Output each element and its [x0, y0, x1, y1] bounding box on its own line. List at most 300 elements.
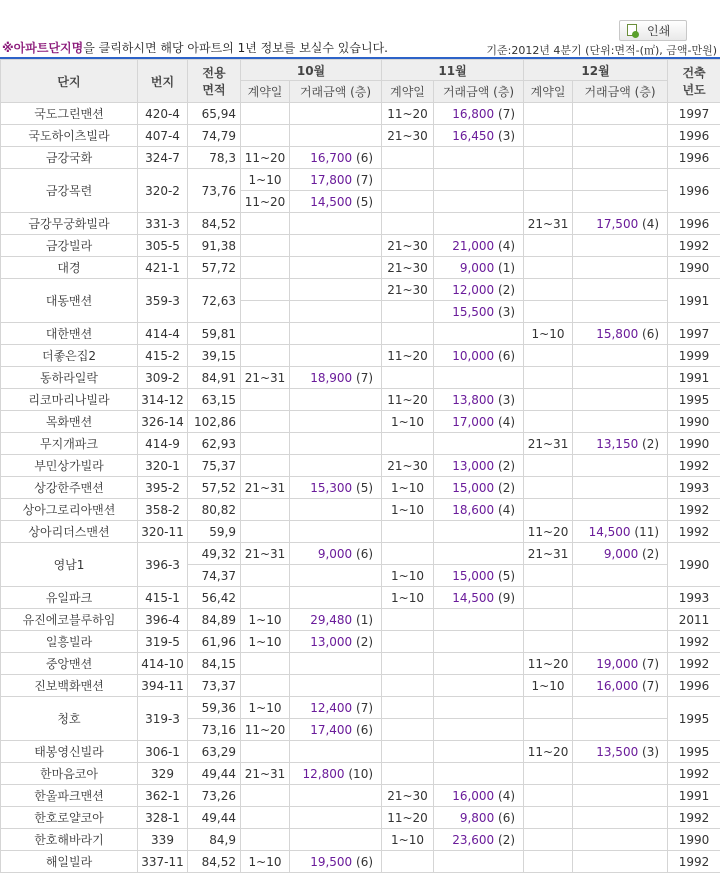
price-value: 15,000: [452, 480, 495, 495]
area-value: 84,89: [188, 609, 241, 631]
price-value: 18,600: [452, 502, 495, 517]
area-value: 59,36: [188, 697, 241, 719]
contract-day-cell: 1~10: [382, 829, 434, 851]
floor-value: (5): [498, 568, 516, 583]
price-value: 21,000: [452, 238, 495, 253]
lot-number: 359-3: [138, 279, 188, 323]
contract-day-cell: [241, 455, 290, 477]
lot-number: 415-2: [138, 345, 188, 367]
price-value: 29,480: [310, 612, 353, 627]
trade-amount-cell: [434, 279, 524, 301]
complex-name-link[interactable]: 상아리더스맨션: [1, 521, 138, 543]
table-row: [1, 587, 720, 609]
trade-amount-cell: [573, 741, 668, 763]
area-value: 91,38: [188, 235, 241, 257]
price-value: 9,000: [317, 546, 353, 561]
contract-day-cell: 21~31: [241, 477, 290, 499]
contract-day-cell: 11~20: [241, 191, 290, 213]
trade-amount-cell: [573, 675, 668, 697]
lot-number: 362-1: [138, 785, 188, 807]
floor-value: (7): [642, 656, 660, 671]
contract-day-cell: [241, 521, 290, 543]
price-value: 16,700: [310, 150, 353, 165]
trade-amount-cell: [434, 631, 524, 653]
area-value: 74,37: [188, 565, 241, 587]
area-value: 63,29: [188, 741, 241, 763]
trade-amount-cell: [290, 323, 382, 345]
trade-amount-cell: [290, 213, 382, 235]
trade-amount-cell: [290, 389, 382, 411]
contract-day-cell: [241, 675, 290, 697]
trade-amount-cell: [290, 235, 382, 257]
contract-day-cell: [382, 697, 434, 719]
contract-day-cell: 11~20: [524, 741, 573, 763]
lot-number: 394-11: [138, 675, 188, 697]
trade-amount-cell: [290, 829, 382, 851]
floor-value: (3): [642, 744, 660, 759]
trade-amount-cell: [434, 807, 524, 829]
trade-amount-cell: [290, 631, 382, 653]
build-year: 1991: [668, 785, 720, 807]
trade-amount-cell: [434, 851, 524, 873]
contract-day-cell: [382, 675, 434, 697]
table-row: [1, 653, 720, 675]
floor-value: (7): [498, 106, 516, 121]
complex-name-link[interactable]: 대경: [1, 257, 138, 279]
contract-day-cell: [524, 147, 573, 169]
build-year: 1992: [668, 455, 720, 477]
lot-number: 414-10: [138, 653, 188, 675]
trade-amount-cell: [290, 257, 382, 279]
trade-amount-cell: [434, 103, 524, 125]
contract-day-cell: [524, 301, 573, 323]
contract-day-cell: [382, 653, 434, 675]
contract-day-cell: 21~30: [382, 257, 434, 279]
price-value: 15,500: [452, 304, 495, 319]
complex-name-link[interactable]: 대한맨션: [1, 323, 138, 345]
trade-amount-cell: [573, 851, 668, 873]
table-row: [1, 147, 720, 169]
contract-day-cell: 21~30: [382, 235, 434, 257]
price-value: 12,800: [302, 766, 345, 781]
area-value: 72,63: [188, 279, 241, 323]
complex-name-link[interactable]: 부민상가빌라: [1, 455, 138, 477]
header-build-year: 건축 년도: [668, 60, 720, 103]
contract-day-cell: 21~31: [241, 763, 290, 785]
trade-amount-cell: [573, 191, 668, 213]
trade-amount-cell: [290, 719, 382, 741]
floor-value: (4): [498, 414, 516, 429]
contract-day-cell: [524, 719, 573, 741]
floor-value: (6): [356, 722, 374, 737]
floor-value: (3): [498, 392, 516, 407]
build-year: 1990: [668, 433, 720, 455]
table-row: [1, 213, 720, 235]
contract-day-cell: 1~10: [382, 411, 434, 433]
build-year: 1990: [668, 543, 720, 587]
lot-number: 331-3: [138, 213, 188, 235]
price-value: 16,000: [596, 678, 639, 693]
contract-day-cell: [524, 565, 573, 587]
table-row: [1, 367, 720, 389]
trade-amount-cell: [573, 521, 668, 543]
trade-amount-cell: [434, 609, 524, 631]
contract-day-cell: [382, 323, 434, 345]
floor-value: (6): [498, 348, 516, 363]
complex-name-link[interactable]: 유일파크: [1, 587, 138, 609]
trade-amount-cell: [290, 411, 382, 433]
contract-day-cell: [524, 103, 573, 125]
floor-value: (3): [498, 304, 516, 319]
trade-amount-cell: [434, 257, 524, 279]
table-row: [1, 455, 720, 477]
trade-amount-cell: [573, 411, 668, 433]
floor-value: (6): [356, 854, 374, 869]
trade-amount-cell: [573, 653, 668, 675]
floor-value: (7): [356, 172, 374, 187]
price-value: 13,000: [310, 634, 353, 649]
contract-day-cell: 21~30: [382, 455, 434, 477]
table-row: [1, 543, 720, 565]
build-year: 1997: [668, 103, 720, 125]
build-year: 1992: [668, 763, 720, 785]
contract-day-cell: 1~10: [524, 323, 573, 345]
contract-day-cell: 21~30: [382, 125, 434, 147]
contract-day-cell: 1~10: [241, 631, 290, 653]
contract-day-cell: 1~10: [241, 697, 290, 719]
contract-day-cell: [382, 763, 434, 785]
trade-amount-cell: [290, 279, 382, 301]
floor-value: (7): [642, 678, 660, 693]
lot-number: 305-5: [138, 235, 188, 257]
contract-day-cell: [382, 543, 434, 565]
contract-day-cell: 21~31: [524, 213, 573, 235]
apartment-trade-table: [0, 59, 720, 873]
header-contract-day: 계약일: [241, 81, 290, 103]
complex-name-link[interactable]: 무지개파크: [1, 433, 138, 455]
floor-value: (2): [642, 546, 660, 561]
trade-amount-cell: [290, 499, 382, 521]
table-row: [1, 499, 720, 521]
build-year: 1996: [668, 169, 720, 213]
price-value: 9,000: [603, 546, 639, 561]
floor-value: (9): [498, 590, 516, 605]
trade-amount-cell: [434, 455, 524, 477]
trade-amount-cell: [434, 147, 524, 169]
contract-day-cell: 1~10: [524, 675, 573, 697]
trade-amount-cell: [434, 653, 524, 675]
build-year: 1990: [668, 829, 720, 851]
table-row: [1, 389, 720, 411]
trade-amount-cell: [573, 235, 668, 257]
complex-name-link[interactable]: 한마음코아: [1, 763, 138, 785]
trade-amount-cell: [290, 125, 382, 147]
contract-day-cell: [382, 433, 434, 455]
price-value: 9,800: [459, 810, 495, 825]
trade-amount-cell: [573, 213, 668, 235]
contract-day-cell: [241, 741, 290, 763]
trade-amount-cell: [573, 763, 668, 785]
build-year: 1991: [668, 367, 720, 389]
table-row: [1, 125, 720, 147]
area-value: 74,79: [188, 125, 241, 147]
contract-day-cell: [241, 807, 290, 829]
build-year: 1992: [668, 235, 720, 257]
complex-name-link[interactable]: 한호해바라기: [1, 829, 138, 851]
complex-name-link[interactable]: 금강무궁화빌라: [1, 213, 138, 235]
contract-day-cell: [524, 411, 573, 433]
contract-day-cell: [241, 389, 290, 411]
complex-name-link[interactable]: 국도하이츠빌라: [1, 125, 138, 147]
complex-name-link[interactable]: 목화맨션: [1, 411, 138, 433]
trade-amount-cell: [434, 675, 524, 697]
floor-value: (6): [498, 810, 516, 825]
price-value: 18,900: [310, 370, 353, 385]
price-value: 14,500: [588, 524, 631, 539]
trade-amount-cell: [434, 587, 524, 609]
complex-name-link[interactable]: 금강국화: [1, 147, 138, 169]
build-year: 1996: [668, 125, 720, 147]
trade-amount-cell: [434, 521, 524, 543]
table-row: [1, 829, 720, 851]
complex-name-link[interactable]: 금강목련: [1, 169, 138, 213]
complex-name-link[interactable]: 청호: [1, 697, 138, 741]
price-value: 12,000: [452, 282, 495, 297]
area-value: 84,52: [188, 851, 241, 873]
trade-amount-cell: [573, 345, 668, 367]
trade-amount-cell: [290, 741, 382, 763]
price-value: 23,600: [452, 832, 495, 847]
floor-value: (2): [356, 634, 374, 649]
contract-day-cell: [524, 235, 573, 257]
table-row: [1, 675, 720, 697]
area-value: 75,37: [188, 455, 241, 477]
complex-name-link[interactable]: 해일빌라: [1, 851, 138, 873]
notice-text: [2, 39, 388, 56]
area-value: 39,15: [188, 345, 241, 367]
area-value: 84,52: [188, 213, 241, 235]
contract-day-cell: 1~10: [382, 477, 434, 499]
area-value: 49,32: [188, 543, 241, 565]
price-value: 15,300: [310, 480, 353, 495]
contract-day-cell: [382, 367, 434, 389]
price-value: 12,400: [310, 700, 353, 715]
contract-day-cell: [524, 697, 573, 719]
floor-value: (2): [498, 480, 516, 495]
trade-amount-cell: [434, 477, 524, 499]
table-row: [1, 323, 720, 345]
area-value: 84,15: [188, 653, 241, 675]
trade-amount-cell: [573, 631, 668, 653]
print-button[interactable]: [619, 20, 687, 41]
complex-name-link[interactable]: 대동맨션: [1, 279, 138, 323]
trade-amount-cell: [290, 609, 382, 631]
trade-amount-cell: [434, 389, 524, 411]
lot-number: 319-5: [138, 631, 188, 653]
trade-amount-cell: [573, 455, 668, 477]
trade-amount-cell: [290, 521, 382, 543]
trade-amount-cell: [573, 279, 668, 301]
trade-amount-cell: [290, 565, 382, 587]
price-value: 19,500: [310, 854, 353, 869]
trade-amount-cell: [434, 499, 524, 521]
trade-amount-cell: [573, 477, 668, 499]
build-year: 1992: [668, 499, 720, 521]
contract-day-cell: 21~31: [524, 433, 573, 455]
price-value: 16,450: [452, 128, 495, 143]
contract-day-cell: [241, 653, 290, 675]
contract-day-cell: [382, 741, 434, 763]
table-row: [1, 785, 720, 807]
trade-amount-cell: [290, 543, 382, 565]
lot-number: 396-3: [138, 543, 188, 587]
complex-name-link[interactable]: 상강한주맨션: [1, 477, 138, 499]
lot-number: 306-1: [138, 741, 188, 763]
table-row: [1, 103, 720, 125]
complex-name-link[interactable]: 동하라일락: [1, 367, 138, 389]
contract-day-cell: [382, 521, 434, 543]
contract-day-cell: [241, 323, 290, 345]
table-row: [1, 257, 720, 279]
lot-number: 328-1: [138, 807, 188, 829]
build-year: 1992: [668, 851, 720, 873]
build-year: 1996: [668, 147, 720, 169]
notice-body: 을 클릭하시면 해당 아파트의 1년 정보를 보실수 있습니다.: [83, 41, 388, 55]
complex-name-link[interactable]: 태봉영신빌라: [1, 741, 138, 763]
price-value: 13,500: [596, 744, 639, 759]
floor-value: (11): [634, 524, 660, 539]
contract-day-cell: [524, 191, 573, 213]
floor-value: (6): [356, 546, 374, 561]
complex-name-link[interactable]: 금강빌라: [1, 235, 138, 257]
trade-amount-cell: [573, 367, 668, 389]
table-row: [1, 807, 720, 829]
contract-day-cell: 11~20: [382, 807, 434, 829]
trade-amount-cell: [434, 367, 524, 389]
contract-day-cell: 11~20: [382, 389, 434, 411]
price-value: 13,800: [452, 392, 495, 407]
contract-day-cell: 11~20: [241, 719, 290, 741]
lot-number: 414-9: [138, 433, 188, 455]
floor-value: (4): [498, 788, 516, 803]
contract-day-cell: [524, 257, 573, 279]
build-year: 1996: [668, 213, 720, 235]
floor-value: (6): [356, 150, 374, 165]
build-year: 1993: [668, 587, 720, 609]
lot-number: 320-2: [138, 169, 188, 213]
table-row: [1, 631, 720, 653]
contract-day-cell: [524, 169, 573, 191]
contract-day-cell: [524, 785, 573, 807]
complex-name-link[interactable]: 한호로얄코아: [1, 807, 138, 829]
lot-number: 358-2: [138, 499, 188, 521]
build-year: 2011: [668, 609, 720, 631]
contract-day-cell: 11~20: [241, 147, 290, 169]
area-value: 62,93: [188, 433, 241, 455]
complex-name-link[interactable]: 한울파크맨션: [1, 785, 138, 807]
lot-number: 320-1: [138, 455, 188, 477]
contract-day-cell: [524, 851, 573, 873]
table-row: [1, 521, 720, 543]
contract-day-cell: [241, 213, 290, 235]
complex-name-link[interactable]: 일흥빌라: [1, 631, 138, 653]
header-month-oct: 10월: [241, 60, 382, 81]
complex-name-link[interactable]: 중앙맨션: [1, 653, 138, 675]
trade-amount-cell: [434, 433, 524, 455]
contract-day-cell: [382, 301, 434, 323]
trade-amount-cell: [434, 235, 524, 257]
trade-amount-cell: [434, 697, 524, 719]
complex-name-link[interactable]: 유진에코블루하임: [1, 609, 138, 631]
table-row: [1, 697, 720, 719]
build-year: 1990: [668, 257, 720, 279]
lot-number: 414-4: [138, 323, 188, 345]
contract-day-cell: [241, 785, 290, 807]
contract-day-cell: [241, 587, 290, 609]
price-value: 17,500: [596, 216, 639, 231]
header-complex: 단지: [1, 60, 138, 103]
area-value: 57,72: [188, 257, 241, 279]
complex-name-link[interactable]: 상아그로리아맨션: [1, 499, 138, 521]
contract-day-cell: [241, 103, 290, 125]
complex-name-link[interactable]: 국도그린맨션: [1, 103, 138, 125]
contract-day-cell: 1~10: [241, 169, 290, 191]
floor-value: (1): [498, 260, 516, 275]
area-value: 59,9: [188, 521, 241, 543]
lot-number: 314-12: [138, 389, 188, 411]
trade-amount-cell: [290, 191, 382, 213]
trade-amount-cell: [290, 851, 382, 873]
trade-amount-cell: [290, 147, 382, 169]
trade-amount-cell: [290, 477, 382, 499]
trade-amount-cell: [434, 125, 524, 147]
build-year: 1990: [668, 411, 720, 433]
trade-amount-cell: [290, 455, 382, 477]
contract-day-cell: [524, 829, 573, 851]
contract-day-cell: [524, 631, 573, 653]
price-value: 9,000: [459, 260, 495, 275]
trade-amount-cell: [434, 191, 524, 213]
area-value: 78,3: [188, 147, 241, 169]
contract-day-cell: [241, 257, 290, 279]
table-row: [1, 741, 720, 763]
complex-name-link[interactable]: 리코마리나빌라: [1, 389, 138, 411]
header-trade-amount: 거래금액 (층): [434, 81, 524, 103]
area-value: 73,26: [188, 785, 241, 807]
trade-amount-cell: [290, 675, 382, 697]
trade-amount-cell: [434, 741, 524, 763]
table-row: [1, 411, 720, 433]
contract-day-cell: [241, 411, 290, 433]
lot-number: 395-2: [138, 477, 188, 499]
print-icon: [626, 24, 639, 38]
floor-value: (4): [642, 216, 660, 231]
trade-amount-cell: [290, 433, 382, 455]
complex-name-link[interactable]: 영남1: [1, 543, 138, 587]
complex-name-link[interactable]: 더좋은집2: [1, 345, 138, 367]
contract-day-cell: [382, 213, 434, 235]
contract-day-cell: 21~31: [241, 543, 290, 565]
area-value: 84,9: [188, 829, 241, 851]
trade-amount-cell: [290, 785, 382, 807]
area-value: 80,82: [188, 499, 241, 521]
contract-day-cell: 1~10: [382, 499, 434, 521]
complex-name-link[interactable]: 진보백화맨션: [1, 675, 138, 697]
header-month-nov: 11월: [382, 60, 524, 81]
table-row: [1, 763, 720, 785]
trade-amount-cell: [573, 697, 668, 719]
trade-amount-cell: [573, 785, 668, 807]
